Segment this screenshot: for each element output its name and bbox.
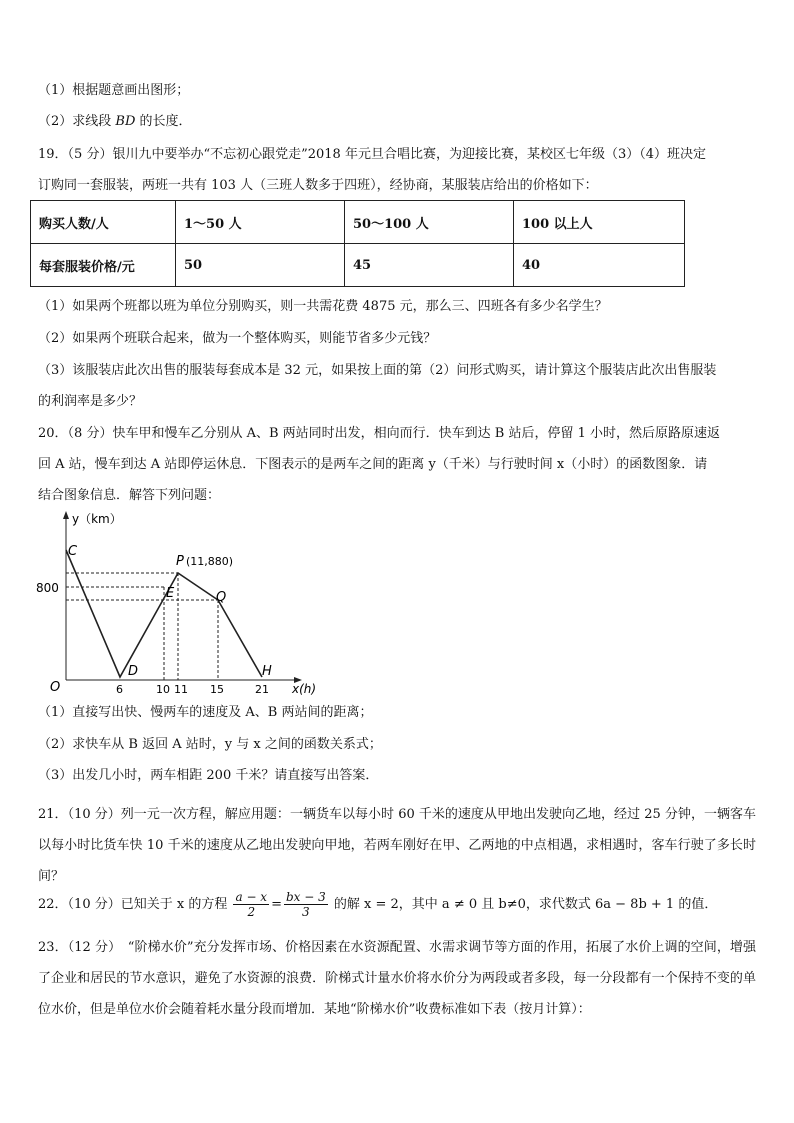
table-cell: 50 — [176, 244, 345, 287]
fraction-left-den: 2 — [247, 905, 256, 919]
q19-sub2: （2）如果两个班联合起来，做为一个整体购买，则能节省多少元钱？ — [38, 331, 437, 346]
table-cell: 100 以上人 — [514, 201, 685, 244]
point-d-label: D — [128, 664, 139, 679]
table-row — [31, 201, 685, 244]
q22-text-b: x 的方程 — [176, 897, 228, 912]
q20-stem-line2: 回 A 站，慢车到达 A 站即停运休息．下图表示的是两车之间的距离 y（千米）与行驶时间 x（小时）的函数图象．请 — [38, 457, 708, 472]
y-axis-label: y（km） — [72, 512, 122, 526]
q22-text-c: 的解 x = 2，其中 a ≠ 0 且 b≠0，求代数式 6a − 8b + 1 的值． — [333, 897, 718, 912]
x-tick-label: 15 — [210, 683, 224, 696]
x-tick-label: 10 — [156, 683, 170, 696]
q18-part1: （1）根据题意画出图形； — [38, 83, 190, 98]
fraction-right-num: bx − 3 — [285, 890, 326, 904]
q18-part2 — [38, 113, 192, 131]
q19-sub1: （1）如果两个班都以班为单位分别购买，则一共需花费 4875 元，那么三、四班各有多少名学生？ — [38, 299, 608, 314]
point-p-label: P — [176, 554, 184, 569]
q20-stem-line1: 20．（8 分）快车甲和慢车乙分别从 A、B 两站同时出发，相向而行．快车到达 B 站后，停留 1 小时，然后原路原速返 — [38, 426, 721, 441]
table-cell: 1～50 人 — [176, 201, 345, 244]
q21-text: 21．（10 分）列一元一次方程，解应用题：一辆货车以每小时 60 千米的速度从甲地出发驶向乙地，经过 25 分钟，一辆客车以每小时比货车快 10 千米的速度从乙地出发驶向甲地，若两车刚好在甲、乙两地的中点相遇，求相遇时，客车行驶了多长时间？ — [38, 807, 756, 884]
fraction-left-num: a − x — [235, 890, 268, 904]
point-p-coord: (11,880) — [186, 555, 234, 568]
q19-stem-line1: 19．（5 分）银川九中要举办“不忘初心跟党走”2018 年元旦合唱比赛，为迎接比赛，某校区七年级（3）（4）班决定 — [38, 147, 706, 162]
q22-text: 22．（10 分）已知关于 x 的方程 $\frac{a - x}{2}$ = $\frac{bx - 3}{3}$ 的解 x = 2，其中 a ≠ 0 且 b≠0，求代数式 6a − 8b + 1 的值． — [38, 890, 718, 919]
q23-text: 23．（12 分） “阶梯水价”充分发挥市场、价格因素在水资源配置、水需求调节等方面的作用，拓展了水价上调的空间，增强了企业和居民的节水意识，避免了水资源的浪费．阶梯式计量水价将水价分为两段或者多段，每一分段都有一个保持不变的单位水价，但是单位水价会随着耗水量分段而增加．某地“阶梯水价”收费标准如下表（按月计算）： — [38, 940, 756, 1017]
table-cell: 购买人数/人 — [31, 201, 176, 244]
point-q-label: Q — [216, 590, 227, 605]
price-table — [30, 200, 685, 287]
q20-sub2: （2）求快车从 B 返回 A 站时，y 与 x 之间的函数关系式； — [38, 737, 382, 752]
x-axis-label: x(h) — [292, 682, 317, 696]
table-row — [31, 244, 685, 287]
table-cell: 45 — [345, 244, 514, 287]
q18-part2-text-a: （2）求线段 — [38, 114, 112, 129]
x-tick-label: 11 — [174, 683, 188, 696]
table-cell: 每套服装价格/元 — [31, 244, 176, 287]
q22-text-a: 22．（10 分）已知关于 — [38, 897, 173, 912]
q18-var-bd: BD — [115, 114, 136, 129]
q20-sub1: （1）直接写出快、慢两车的速度及 A、B 两站间的距离； — [38, 705, 373, 720]
q20-stem-line3: 结合图象信息．解答下列问题： — [38, 488, 221, 503]
q19-sub3-line2: 的利润率是多少？ — [38, 394, 143, 409]
y-axis-arrow — [63, 511, 69, 519]
distance-time-graph — [36, 505, 330, 705]
x-tick-label: 6 — [116, 683, 123, 696]
q19-sub3-line1: （3）该服装店此次出售的服装每套成本是 32 元，如果按上面的第（2）问形式购买，请计算这个服装店此次出售服装 — [38, 363, 717, 378]
q20-sub3: （3）出发几小时，两车相距 200 千米？请直接写出答案． — [38, 768, 379, 783]
x-tick-label: 21 — [255, 683, 269, 696]
point-e-label: E — [166, 586, 175, 601]
fraction-right-den: 3 — [302, 905, 310, 919]
point-h-label: H — [262, 664, 272, 679]
table-cell: 40 — [514, 244, 685, 287]
point-c-label: C — [68, 544, 78, 559]
y-tick-800: 800 — [36, 581, 59, 595]
fraction-right — [284, 890, 328, 919]
q18-part2-text-b: 的长度． — [139, 114, 192, 129]
table-cell: 50～100 人 — [345, 201, 514, 244]
origin-label: O — [50, 680, 61, 695]
fraction-left — [233, 890, 269, 919]
q19-stem-line2: 订购同一套服装，两班一共有 103 人（三班人数多于四班），经协商，某服装店给出的价格如下： — [38, 178, 598, 193]
